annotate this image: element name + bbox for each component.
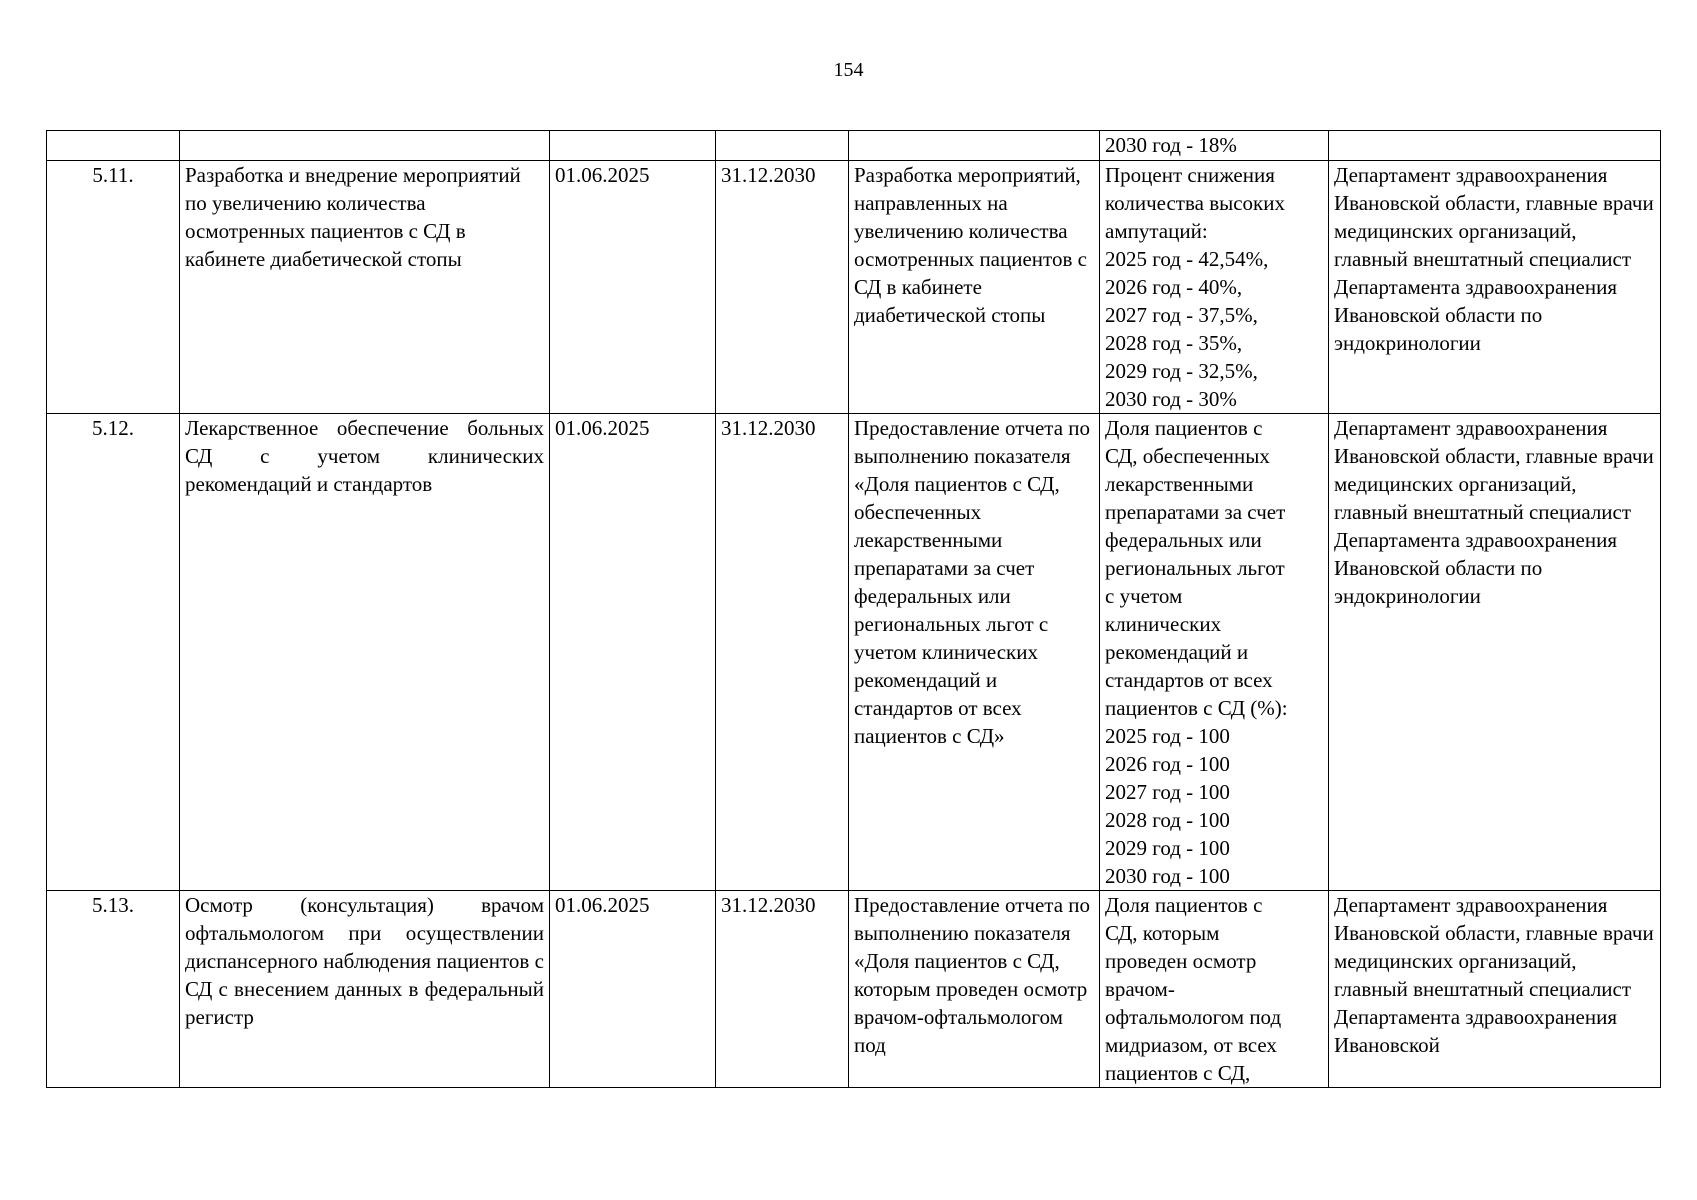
indicator-line: пациентов с СД, <box>1105 1061 1251 1085</box>
indicator-line: рекомендаций и <box>1105 640 1249 664</box>
page-number: 154 <box>833 59 864 81</box>
indicator-line: 2029 год - 100 <box>1105 836 1230 860</box>
measures-table <box>46 130 1661 1088</box>
indicator-line: региональных льгот <box>1105 556 1285 580</box>
indicator-line: 2025 год - 100 <box>1105 724 1230 748</box>
indicator-line: ампутаций: <box>1105 219 1208 243</box>
cell-result: Разработка мероприятий, направленных на увеличению количества осмотренных пациентов с СД в кабинете диабетической стопы <box>849 161 1100 414</box>
indicator-line: 2028 год - 35%, <box>1105 331 1243 355</box>
cell-result: Предоставление отчета по выполнению показателя «Доля пациентов с СД, обеспеченных лекарственными препаратами за счет федеральных или региональных льгот с учетом клинических рекомендаций и стандартов от всех пациентов с СД» <box>849 414 1100 891</box>
cell-start: 01.06.2025 <box>550 891 716 1088</box>
cell-indicator <box>1100 161 1329 414</box>
indicator-line: 2030 год - 18% <box>1105 133 1237 157</box>
indicator-line: СД, обеспеченных <box>1105 444 1270 468</box>
indicator-line: 2027 год - 100 <box>1105 780 1230 804</box>
cell-num: 5.11. <box>47 161 180 414</box>
indicator-line: 2029 год - 32,5%, <box>1105 359 1258 383</box>
indicator-line: клинических <box>1105 612 1222 636</box>
cell-responsible: Департамент здравоохранения Ивановской области, главные врачи медицинских организаций, главный внештатный специалист Департамента здравоохранения Ивановской области по эндокринологии <box>1329 161 1661 414</box>
indicator-line: Доля пациентов с <box>1105 893 1263 917</box>
cell-num: 5.12. <box>47 414 180 891</box>
indicator-line: препаратами за счет <box>1105 500 1286 524</box>
cell-responsible <box>1329 131 1661 161</box>
cell-start: 01.06.2025 <box>550 414 716 891</box>
indicator-line: 2030 год - 30% <box>1105 387 1237 411</box>
indicator-line: 2028 год - 100 <box>1105 808 1230 832</box>
indicator-line: 2026 год - 100 <box>1105 752 1230 776</box>
table-row <box>47 161 1661 414</box>
cell-activity: Разработка и внедрение мероприятий по увеличению количества осмотренных пациентов с СД в кабинете диабетической стопы <box>180 161 550 414</box>
indicator-line: мидриазом, от всех <box>1105 1033 1277 1057</box>
indicator-line: Доля пациентов с <box>1105 416 1263 440</box>
cell-end: 31.12.2030 <box>716 161 849 414</box>
indicator-line: пациентов с СД (%): <box>1105 696 1288 720</box>
indicator-line: стандартов от всех <box>1105 668 1273 692</box>
indicator-line: с учетом <box>1105 584 1183 608</box>
indicator-line: 2027 год - 37,5%, <box>1105 303 1258 327</box>
cell-num <box>47 131 180 161</box>
cell-responsible: Департамент здравоохранения Ивановской области, главные врачи медицинских организаций, главный внештатный специалист Департамента здравоохранения Ивановской <box>1329 891 1661 1088</box>
cell-num: 5.13. <box>47 891 180 1088</box>
indicator-line: 2026 год - 40%, <box>1105 275 1243 299</box>
indicator-line: проведен осмотр <box>1105 949 1257 973</box>
table-row <box>47 414 1661 891</box>
cell-start <box>550 131 716 161</box>
cell-indicator <box>1100 131 1329 161</box>
cell-end <box>716 131 849 161</box>
cell-result: Предоставление отчета по выполнению показателя «Доля пациентов с СД, которым проведен осмотр врачом-офтальмологом под <box>849 891 1100 1088</box>
cell-activity: Лекарственное обеспечение больных СД с учетом клинических рекомендаций и стандартов <box>180 414 550 891</box>
indicator-line: 2030 год - 100 <box>1105 864 1230 888</box>
indicator-line: лекарственными <box>1105 472 1254 496</box>
indicator-line: федеральных или <box>1105 528 1262 552</box>
cell-end: 31.12.2030 <box>716 891 849 1088</box>
table-row <box>47 891 1661 1088</box>
cell-end: 31.12.2030 <box>716 414 849 891</box>
cell-indicator <box>1100 414 1329 891</box>
cell-start: 01.06.2025 <box>550 161 716 414</box>
table-row-carryover <box>47 131 1661 161</box>
indicator-line: 2025 год - 42,54%, <box>1105 247 1269 271</box>
indicator-line: количества высоких <box>1105 191 1285 215</box>
indicator-line: СД, которым <box>1105 921 1220 945</box>
cell-activity: Осмотр (консультация) врачом офтальмологом при осуществлении диспансерного наблюдения пациентов с СД с внесением данных в федеральный регистр <box>180 891 550 1088</box>
cell-result <box>849 131 1100 161</box>
cell-activity <box>180 131 550 161</box>
cell-indicator <box>1100 891 1329 1088</box>
indicator-line: Процент снижения <box>1105 163 1275 187</box>
indicator-line: офтальмологом под <box>1105 1005 1282 1029</box>
cell-responsible: Департамент здравоохранения Ивановской области, главные врачи медицинских организаций, главный внештатный специалист Департамента здравоохранения Ивановской области по эндокринологии <box>1329 414 1661 891</box>
indicator-line: врачом- <box>1105 977 1175 1001</box>
